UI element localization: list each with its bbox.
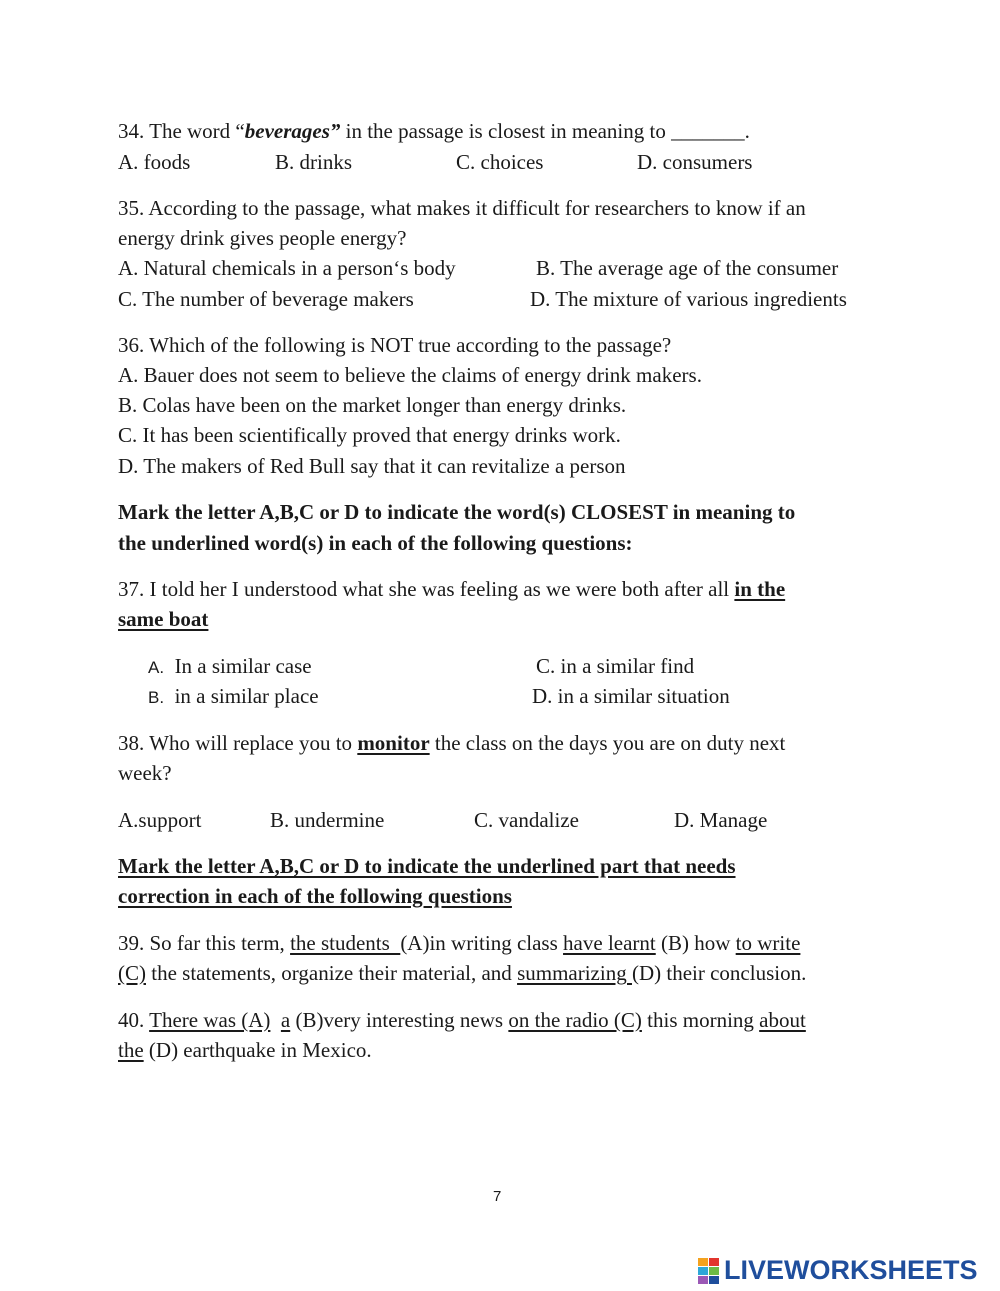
q39-underline-c: to write xyxy=(735,931,801,955)
q37-option-b-text: in a similar place xyxy=(174,684,319,708)
q39-underline-b: have learnt xyxy=(563,931,656,955)
q38-text-post: the class on the days you are on duty next xyxy=(429,731,786,755)
q39-text-5: (D) their conclusion. xyxy=(631,961,807,985)
q34-option-d: D. consumers xyxy=(637,150,753,174)
q37-question-line2 xyxy=(118,604,208,634)
q35-option-c: C. The number of beverage makers xyxy=(118,287,414,311)
q35-option-b: B. The average age of the consumer xyxy=(536,256,839,280)
q40-underline-a: There was (A) xyxy=(149,1008,271,1032)
q37-underlined-part2: same boat xyxy=(118,607,209,631)
q40-underline-c: on the radio (C) xyxy=(508,1008,642,1032)
q38-underlined-word: monitor xyxy=(357,731,430,755)
q38-question-line2: week? xyxy=(118,761,172,785)
q38-question-line1 xyxy=(118,728,785,758)
liveworksheets-logo xyxy=(698,1254,978,1286)
q37-option-d: D. in a similar situation xyxy=(532,684,730,708)
q40-underline-b: a xyxy=(280,1008,291,1032)
q39-text-2: (A)in writing class xyxy=(400,931,564,955)
q35-option-d: D. The mixture of various ingredients xyxy=(530,287,847,311)
q34-suffix: in the passage is closest in meaning to _______. xyxy=(340,119,750,143)
q34-keyword: beverages” xyxy=(244,119,341,143)
q34-question xyxy=(118,116,750,146)
instruction1-line1: Mark the letter A,B,C or D to indicate the word(s) CLOSEST in meaning to xyxy=(118,500,796,524)
q40-underline-d-part2: the xyxy=(118,1038,144,1062)
q35-question-line2: energy drink gives people energy? xyxy=(118,226,407,250)
q35-option-a: A. Natural chemicals in a person‘s body xyxy=(118,256,456,280)
q37-option-a-text: In a similar case xyxy=(174,654,312,678)
q38-option-d: D. Manage xyxy=(674,808,768,832)
q40-line1 xyxy=(118,1005,806,1035)
q40-text-5: (D) earthquake in Mexico. xyxy=(143,1038,372,1062)
q34-option-a: A. foods xyxy=(118,150,191,174)
instruction2-line1: Mark the letter A,B,C or D to indicate the underlined part that needs xyxy=(118,854,736,878)
q37-option-b-letter: B. xyxy=(148,688,165,707)
q40-line2 xyxy=(118,1035,372,1065)
q40-text-2 xyxy=(270,1008,281,1032)
q39-underline-a: the students xyxy=(290,931,401,955)
q37-option-a xyxy=(148,651,312,683)
q34-prefix: 34. The word “ xyxy=(118,119,245,143)
q36-option-a: A. Bauer does not seem to believe the claims of energy drink makers. xyxy=(118,363,702,387)
q35-question-line1: 35. According to the passage, what makes it difficult for researchers to know if an xyxy=(118,196,806,220)
instruction2-line2: correction in each of the following questions xyxy=(118,884,512,908)
q40-text-4: this morning xyxy=(641,1008,760,1032)
logo-cubes-icon xyxy=(698,1256,722,1284)
q37-text: 37. I told her I understood what she was feeling as we were both after all xyxy=(118,577,735,601)
instruction1-line2: the underlined word(s) in each of the following questions: xyxy=(118,531,633,555)
logo-text: LIVEWORKSHEETS xyxy=(724,1254,978,1285)
q38-option-b: B. undermine xyxy=(270,808,385,832)
q39-text-3: (B) how xyxy=(655,931,736,955)
page-number: 7 xyxy=(493,1188,502,1205)
q40-text-1: 40. xyxy=(118,1008,150,1032)
q38-option-c: C. vandalize xyxy=(474,808,579,832)
q39-line2 xyxy=(118,958,806,988)
q38-text-pre: 38. Who will replace you to xyxy=(118,731,358,755)
q36-option-b: B. Colas have been on the market longer than energy drinks. xyxy=(118,393,627,417)
q36-option-c: C. It has been scientifically proved that energy drinks work. xyxy=(118,423,621,447)
q39-text-4: the statements, organize their material, and xyxy=(146,961,518,985)
q37-option-c: C. in a similar find xyxy=(536,654,695,678)
q40-underline-d-part1: about xyxy=(759,1008,806,1032)
q37-option-a-letter: A. xyxy=(148,658,165,677)
q34-option-b: B. drinks xyxy=(275,150,353,174)
q37-option-b xyxy=(148,681,319,713)
q39-line1 xyxy=(118,928,800,958)
q39-text-1: 39. So far this term, xyxy=(118,931,291,955)
q36-option-d: D. The makers of Red Bull say that it can revitalize a person xyxy=(118,454,626,478)
q34-option-c: C. choices xyxy=(456,150,544,174)
q38-option-a: A.support xyxy=(118,808,202,832)
q39-underline-d: summarizing xyxy=(517,961,632,985)
q37-underlined-part1: in the xyxy=(734,577,786,601)
q37-question-line1 xyxy=(118,574,785,604)
q39-underline-c-label: (C) xyxy=(118,961,146,985)
q40-text-3: (B)very interesting news xyxy=(290,1008,509,1032)
q36-question: 36. Which of the following is NOT true according to the passage? xyxy=(118,333,672,357)
